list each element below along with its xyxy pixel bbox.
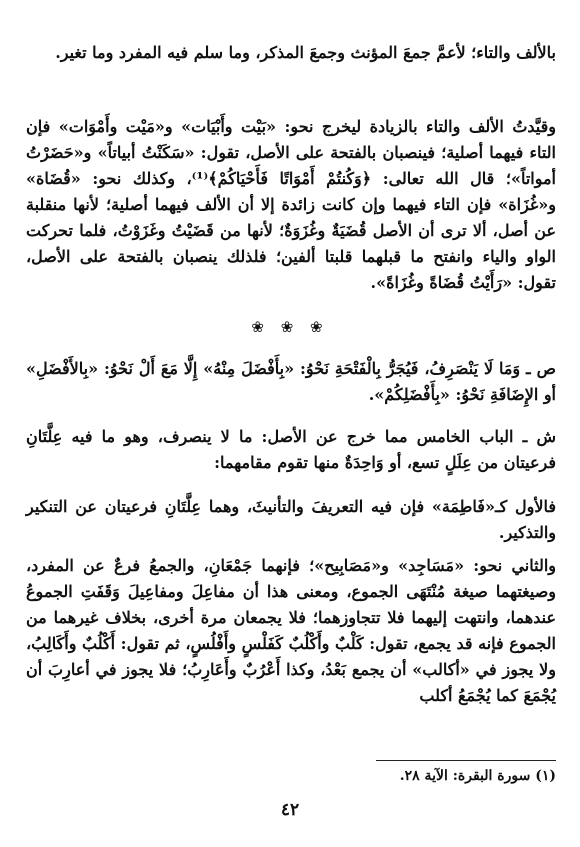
page-number: ٤٢ xyxy=(280,800,300,820)
paragraph-2: وقيَّدتُ الألف والتاء بالزيادة ليخرج نحو: «بَيْت وأَبْيَات» و«مَيْت وأَمْوَات» فإن التاء فيهما أصلية؛ فينصبان بالفتحة على الأصل، تقول: «سَكَنْتُ أبياتاً» و«حَضَرْتُ أمواتاً»؛ قال الله تعالى: ﴿وَكُنتُمْ أَمْوَاتًا فَأَحْيَاكُمْ﴾⁽¹⁾، وكذلك نحو: «قُضَاة» و«غُزَاة» فإن التاء فيهما وإن كانت زائدة إلا أن الألف فيهما أصلية؛ لأنها منقلبة عن أصل، ألا ترى أن الأصل قُضَيَةٌ وغُزَوَةٌ؛ لأنها من قَضَيْتُ وغَزَوْتُ، فلما تحركت الواو والياء وانفتح ما قبلهما قلبتا ألفين؛ فلذلك ينصبان بالفتحة على الأصل، تقول: «رَأَيْتُ قُضَاةً وغُزَاةً». xyxy=(26,117,557,292)
text-matn-paragraph: ص ـ وَمَا لَا يَنْصَرِفُ، فَيُجَرُّ بِالْفَتْحَةِ نَحْوُ: «بِأَفْضَلَ مِنْهُ» إِلَّا مَعَ أَلْ نَحْوُ: «بِالأَفْضَلِ» أو الإِضَافَةِ نَحْوُ: «بِأَفْضَلِكُمْ». xyxy=(26,359,556,404)
section-separator-stars: ❀ ❀ ❀ xyxy=(251,318,329,336)
footnote: (١) سورة البقرة: الآية ٢٨. xyxy=(399,768,556,784)
first-type-paragraph: فالأول كـ«فَاطِمَة» فإن فيه التعريفَ والتأنيثَ، وهما عِلَّتَانِ فرعيتان عن التنكير والتذكير. xyxy=(26,497,556,542)
second-type-paragraph: والثاني نحو: «مَسَاجِد» و«مَصَابِيح»؛ فإنهما جَمْعَانِ، والجمعُ فرعٌ عن المفرد، وصيغتهما صيغة مُنْتَهَى الجموع، ومعنى هذا أن مفاعِلَ ومفاعِيلَ وَقَفَتِ الجموعُ عندهما، وانتهت إليهما فلا تتجاوزهما؛ فلا يجمعان مرة أخرى، بخلاف غيرهما من الجموع فإنه قد يجمع، تقول: كَلْبٌ وأَكْلُبٌ كَفَلْسٍ وأَفْلُسٍ، ثم تقول: أَكْلُبٌ وأَكَالِبُ، ولا يجوز في «أكالب» أن يجمع بَعْدُ، وكذا أَعْرُبٌ وأَعَارِبُ؛ فلا يجوز في أعارِبَ أن يُجْمَعَ كما يُجْمَعُ أكلب xyxy=(26,556,557,705)
footnote-separator xyxy=(376,760,556,761)
commentary-paragraph: ش ـ الباب الخامس مما خرج عن الأصل: ما لا ينصرف، وهو ما فيه عِلَّتَانِ فرعيتان من عِلَلٍ تسع، أو وَاحِدَةٌ منها تقوم مقامهما: xyxy=(26,427,556,472)
paragraph-1: بالألف والتاء؛ لأعمَّ جمعَ المؤنث وجمعَ المذكر، وما سلم فيه المفرد وما تغير. xyxy=(55,43,556,62)
